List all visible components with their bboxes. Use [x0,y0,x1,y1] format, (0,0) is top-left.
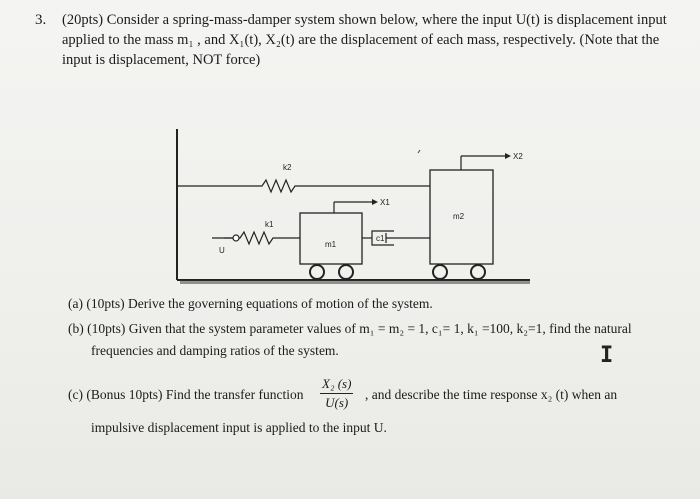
m2-wheel-right [471,265,485,279]
part-c-suffix: , and describe the time response x₂ (t) when an [365,387,618,402]
m2-wheel-left [433,265,447,279]
part-b-line-1: (b) (10pts) Given that the system parameter values of m₁ = m₂ = 1, c₁= 1, k₁ =100, k₂=1, find the natural [68,321,632,336]
fraction-denominator: U(s) [325,395,349,410]
c1-label: c1 [376,234,385,243]
part-b-line-2: frequencies and damping ratios of the system. [91,343,339,358]
part-c-prefix: (c) (Bonus 10pts) Find the transfer function [68,387,304,402]
u-label: U [219,246,225,255]
m2-label: m2 [453,212,465,221]
question-intro-line-2: applied to the mass m₁ , and X₁(t), X₂(t) are the displacement of each mass, respectively. (Note that the [62,32,660,48]
text-cursor-icon: I [600,343,614,368]
spring-k2 [177,180,430,192]
m1-wheel-right [339,265,353,279]
fraction-numerator: X₂ (s) [320,376,353,394]
ground-hatch [180,281,530,283]
k1-label: k1 [265,220,274,229]
damper-c1 [362,231,430,245]
m1-label: m1 [325,240,337,249]
transfer-function-fraction [320,376,353,411]
question-intro-line-1: (20pts) Consider a spring-mass-damper system shown below, where the input U(t) is displacement input [62,12,667,28]
k2-label: k2 [283,163,292,172]
x2-label: X2 [513,152,523,161]
x1-label: X1 [380,198,390,207]
part-a: (a) (10pts) Derive the governing equations of motion of the system. [68,296,433,311]
m1-wheel-left [310,265,324,279]
part-c-line-2: impulsive displacement input is applied to the input U. [91,420,387,435]
question-number: 3. [35,12,47,28]
input-node [233,235,239,241]
mass-m1 [300,213,362,264]
question-intro-line-3: input is displacement, NOT force) [62,52,261,68]
